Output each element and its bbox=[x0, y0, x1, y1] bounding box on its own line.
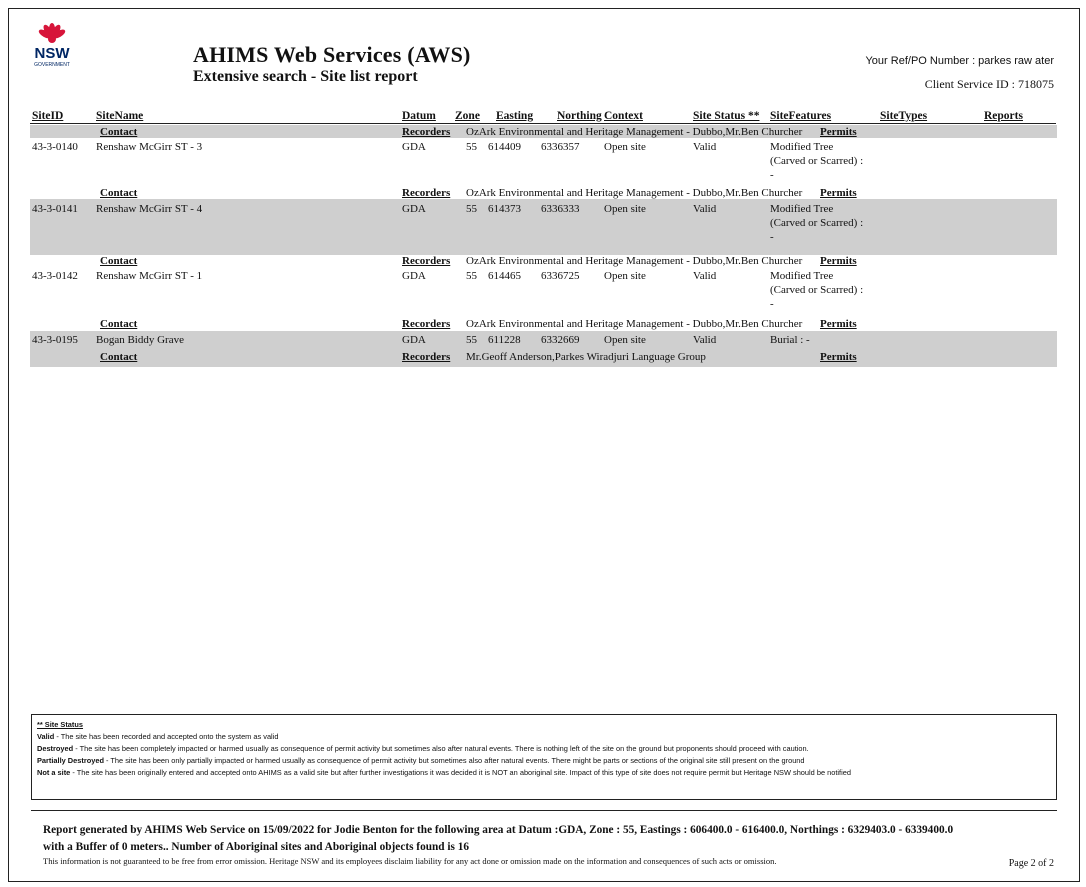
site-northing: 6336333 bbox=[541, 203, 580, 215]
recorders-label: Recorders bbox=[402, 351, 451, 363]
recorders-value: OzArk Environmental and Heritage Management - Dubbo,Mr.Ben Churcher bbox=[466, 187, 803, 199]
recorders-label: Recorders bbox=[402, 318, 451, 330]
col-site-types: SiteTypes bbox=[880, 110, 928, 122]
permits-label: Permits bbox=[820, 187, 857, 199]
site-name: Renshaw McGirr ST - 3 bbox=[96, 141, 203, 153]
col-northing: Northing bbox=[557, 110, 602, 122]
site-context: Open site bbox=[604, 334, 646, 346]
client-service-id: Client Service ID : 718075 bbox=[924, 77, 1054, 91]
site-easting: 614373 bbox=[488, 203, 521, 215]
footer-count-line: with a Buffer of 0 meters.. Number of Aboriginal sites and Aboriginal objects found is 16 bbox=[43, 841, 470, 853]
site-feature: Modified Tree bbox=[770, 141, 834, 153]
site-easting: 614409 bbox=[488, 141, 521, 153]
site-easting: 614465 bbox=[488, 270, 521, 282]
contact-label: Contact bbox=[100, 255, 138, 267]
site-name: Renshaw McGirr ST - 1 bbox=[96, 270, 203, 282]
header-rule bbox=[30, 123, 1056, 124]
nsw-government-logo bbox=[22, 20, 82, 70]
report-subtitle: Extensive search - Site list report bbox=[193, 68, 418, 85]
site-name: Bogan Biddy Grave bbox=[96, 334, 184, 346]
col-sitename: SiteName bbox=[96, 110, 144, 122]
permits-label: Permits bbox=[820, 318, 857, 330]
site-zone: 55 bbox=[466, 334, 477, 346]
site-feature: - bbox=[770, 298, 774, 310]
site-northing: 6336725 bbox=[541, 270, 580, 282]
site-zone: 55 bbox=[466, 203, 477, 215]
site-status: Valid bbox=[693, 270, 717, 282]
recorders-value: OzArk Environmental and Heritage Management - Dubbo,Mr.Ben Churcher bbox=[466, 126, 803, 138]
svg-text:GOVERNMENT: GOVERNMENT bbox=[34, 62, 70, 68]
site-id: 43-3-0141 bbox=[32, 203, 78, 215]
site-easting: 611228 bbox=[488, 334, 521, 346]
col-context: Context bbox=[604, 110, 643, 122]
site-status: Valid bbox=[693, 203, 717, 215]
site-id: 43-3-0140 bbox=[32, 141, 78, 153]
recorders-label: Recorders bbox=[402, 255, 451, 267]
recorders-value: OzArk Environmental and Heritage Management - Dubbo,Mr.Ben Churcher bbox=[466, 255, 803, 267]
footer-disclaimer: This information is not guaranteed to be free from error omission. Heritage NSW and its employees disclaim liability for any act done or omission made on the information and consequences of such acts or omission. bbox=[43, 856, 777, 866]
col-site-status: Site Status ** bbox=[693, 110, 760, 122]
col-reports: Reports bbox=[984, 110, 1023, 122]
site-datum: GDA bbox=[402, 270, 426, 282]
site-datum: GDA bbox=[402, 334, 426, 346]
contact-label: Contact bbox=[100, 187, 138, 199]
recorders-label: Recorders bbox=[402, 126, 451, 138]
site-zone: 55 bbox=[466, 270, 477, 282]
contact-label: Contact bbox=[100, 126, 138, 138]
site-feature: (Carved or Scarred) : bbox=[770, 155, 864, 167]
col-datum: Datum bbox=[402, 110, 436, 122]
contact-label: Contact bbox=[100, 351, 138, 363]
recorders-label: Recorders bbox=[402, 187, 451, 199]
footer-generated-line: Report generated by AHIMS Web Service on 15/09/2022 for Jodie Benton for the following area at Datum :GDA, Zone : 55, Eastings : 606400.0 - 616400.0, Northings : 6329403.0 - 6339400.0 bbox=[43, 824, 954, 836]
site-feature: Burial : - bbox=[770, 334, 810, 346]
site-feature: - bbox=[770, 231, 774, 243]
site-feature: - bbox=[770, 169, 774, 181]
site-context: Open site bbox=[604, 141, 646, 153]
site-feature: Modified Tree bbox=[770, 270, 834, 282]
site-status: Valid bbox=[693, 334, 717, 346]
report-title: AHIMS Web Services (AWS) bbox=[193, 42, 471, 67]
svg-text:NSW: NSW bbox=[34, 45, 70, 62]
site-feature: (Carved or Scarred) : bbox=[770, 217, 864, 229]
permits-label: Permits bbox=[820, 255, 857, 267]
site-datum: GDA bbox=[402, 203, 426, 215]
site-id: 43-3-0142 bbox=[32, 270, 78, 282]
recorders-value: Mr.Geoff Anderson,Parkes Wiradjuri Language Group bbox=[466, 351, 706, 363]
col-zone: Zone bbox=[455, 110, 480, 122]
site-status-legend bbox=[31, 714, 1057, 800]
ref-po-number: Your Ref/PO Number : parkes raw ater bbox=[865, 55, 1054, 67]
legend-valid: Valid - The site has been recorded and accepted onto the system as valid bbox=[37, 732, 279, 741]
footer-rule bbox=[31, 810, 1057, 811]
site-feature: Modified Tree bbox=[770, 203, 834, 215]
col-easting: Easting bbox=[496, 110, 534, 122]
site-context: Open site bbox=[604, 270, 646, 282]
site-datum: GDA bbox=[402, 141, 426, 153]
legend-title: ** Site Status bbox=[37, 720, 84, 729]
site-context: Open site bbox=[604, 203, 646, 215]
site-northing: 6332669 bbox=[541, 334, 580, 346]
legend-partially-destroyed: Partially Destroyed - The site has been only partially impacted or harmed usually as consequence of permit activity but sometimes also after natural events. There might be parts or sections of the original site still present on the ground bbox=[37, 756, 805, 765]
recorders-value: OzArk Environmental and Heritage Management - Dubbo,Mr.Ben Churcher bbox=[466, 318, 803, 330]
site-zone: 55 bbox=[466, 141, 477, 153]
legend-destroyed: Destroyed - The site has been completely impacted or harmed usually as consequence of permit activity but sometimes also after natural events. There is nothing left of the site on the ground but proponents should proceed with caution. bbox=[37, 744, 809, 753]
contact-label: Contact bbox=[100, 318, 138, 330]
col-siteid: SiteID bbox=[32, 110, 64, 122]
permits-label: Permits bbox=[820, 126, 857, 138]
col-site-features: SiteFeatures bbox=[770, 110, 832, 122]
site-id: 43-3-0195 bbox=[32, 334, 78, 346]
site-feature: (Carved or Scarred) : bbox=[770, 284, 864, 296]
permits-label: Permits bbox=[820, 351, 857, 363]
legend-not-a-site: Not a site - The site has been originally entered and accepted onto AHIMS as a valid site but after further investigations it was decided it is NOT an aboriginal site. Impact of this type of site does not require permit but Heritage NSW should be notified bbox=[37, 768, 851, 777]
site-northing: 6336357 bbox=[541, 141, 580, 153]
site-status: Valid bbox=[693, 141, 717, 153]
site-name: Renshaw McGirr ST - 4 bbox=[96, 203, 203, 215]
page-number: Page 2 of 2 bbox=[1008, 858, 1054, 869]
